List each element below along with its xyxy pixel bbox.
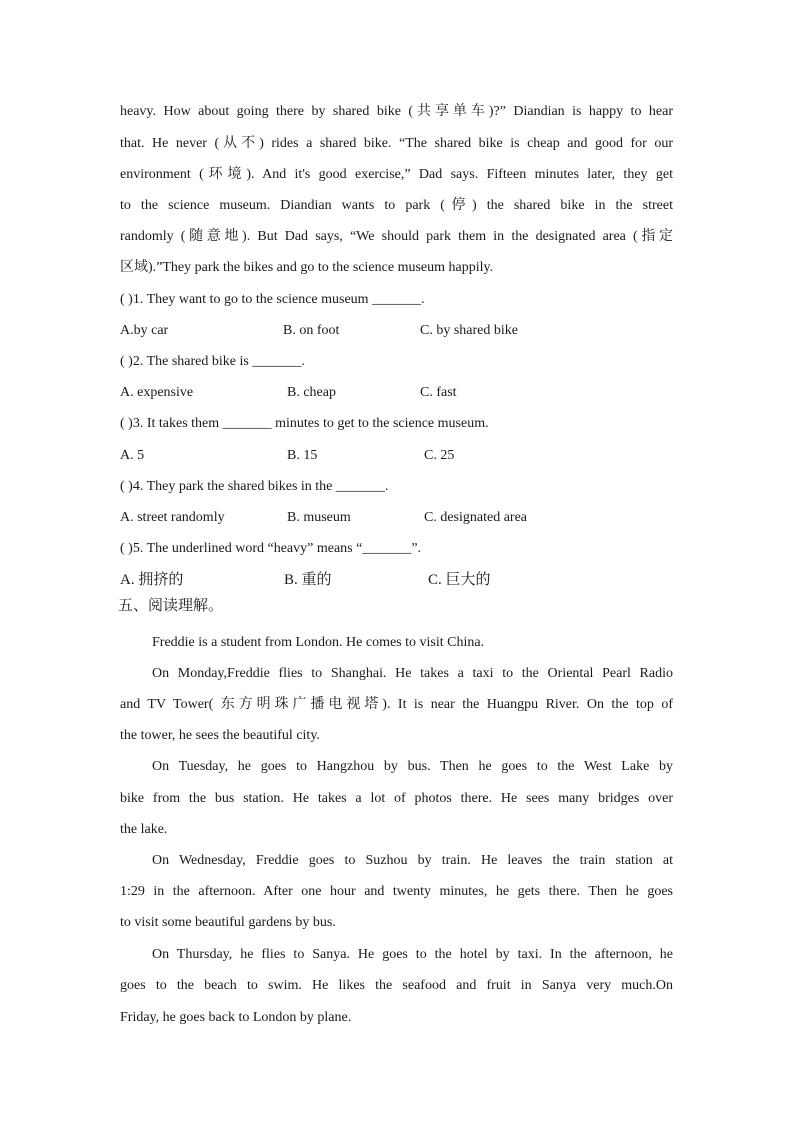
passage-line: heavy. How about going there by shared bike (共享单车)?” Diandian is happy to hear	[120, 104, 673, 119]
passage-line: On Tuesday, he goes to Hangzhou by bus. Then he goes to the West Lake by	[152, 759, 673, 774]
question-stem: ( )4. They park the shared bikes in the _______.	[120, 479, 389, 494]
passage-line: to the science museum. Diandian wants to park (停) the shared bike in the street	[120, 198, 673, 213]
passage-line: that. He never (从不) rides a shared bike. “The shared bike is cheap and good for our	[120, 136, 673, 151]
option-a: A. 拥挤的	[120, 572, 184, 588]
question-stem: ( )5. The underlined word “heavy” means “_______”.	[120, 541, 422, 556]
passage-line: environment (环境). And it's good exercise,” Dad says. Fifteen minutes later, they get	[120, 167, 673, 182]
passage-line: On Monday,Freddie flies to Shanghai. He takes a taxi to the Oriental Pearl Radio	[152, 666, 673, 681]
option-a: A. expensive	[120, 385, 194, 400]
passage-line: On Thursday, he flies to Sanya. He goes to the hotel by taxi. In the afternoon, he	[152, 947, 673, 962]
passage-line: and TV Tower( 东方明珠广播电视塔). It is near the Huangpu River. On the top of	[120, 697, 673, 712]
question-stem: ( )3. It takes them _______ minutes to get to the science museum.	[120, 416, 489, 431]
option-c: C. 25	[424, 448, 455, 463]
passage-line: the tower, he sees the beautiful city.	[120, 728, 320, 743]
passage-line: 1:29 in the afternoon. After one hour and twenty minutes, he gets there. Then he goes	[120, 884, 673, 899]
passage-line: the lake.	[120, 822, 168, 837]
option-b: B. 15	[287, 448, 318, 463]
option-c: C. 巨大的	[428, 572, 491, 588]
question-stem: ( )1. They want to go to the science museum _______.	[120, 292, 425, 307]
option-c: C. fast	[420, 385, 457, 400]
option-b: B. on foot	[283, 323, 340, 338]
option-b: B. cheap	[287, 385, 336, 400]
option-a: A. street randomly	[120, 510, 225, 525]
passage-line: On Wednesday, Freddie goes to Suzhou by train. He leaves the train station at	[152, 853, 673, 868]
option-b: B. 重的	[284, 572, 332, 588]
passage-line: bike from the bus station. He takes a lot of photos there. He sees many bridges over	[120, 791, 673, 806]
passage-line: Freddie is a student from London. He comes to visit China.	[152, 635, 485, 650]
option-c: C. designated area	[424, 510, 528, 525]
passage-line: 区域).”They park the bikes and go to the science museum happily.	[120, 260, 494, 275]
passage-line: to visit some beautiful gardens by bus.	[120, 915, 336, 930]
option-a: A.by car	[120, 323, 169, 338]
option-a: A. 5	[120, 448, 145, 463]
option-c: C. by shared bike	[420, 323, 518, 338]
question-stem: ( )2. The shared bike is _______.	[120, 354, 305, 369]
section-title: 五、阅读理解。	[118, 598, 224, 614]
passage-line: goes to the beach to swim. He likes the seafood and fruit in Sanya very much.On	[120, 978, 673, 993]
option-b: B. museum	[287, 510, 351, 525]
passage-line: randomly (随意地). But Dad says, “We should park them in the designated area (指定	[120, 229, 673, 244]
passage-line: Friday, he goes back to London by plane.	[120, 1010, 352, 1025]
